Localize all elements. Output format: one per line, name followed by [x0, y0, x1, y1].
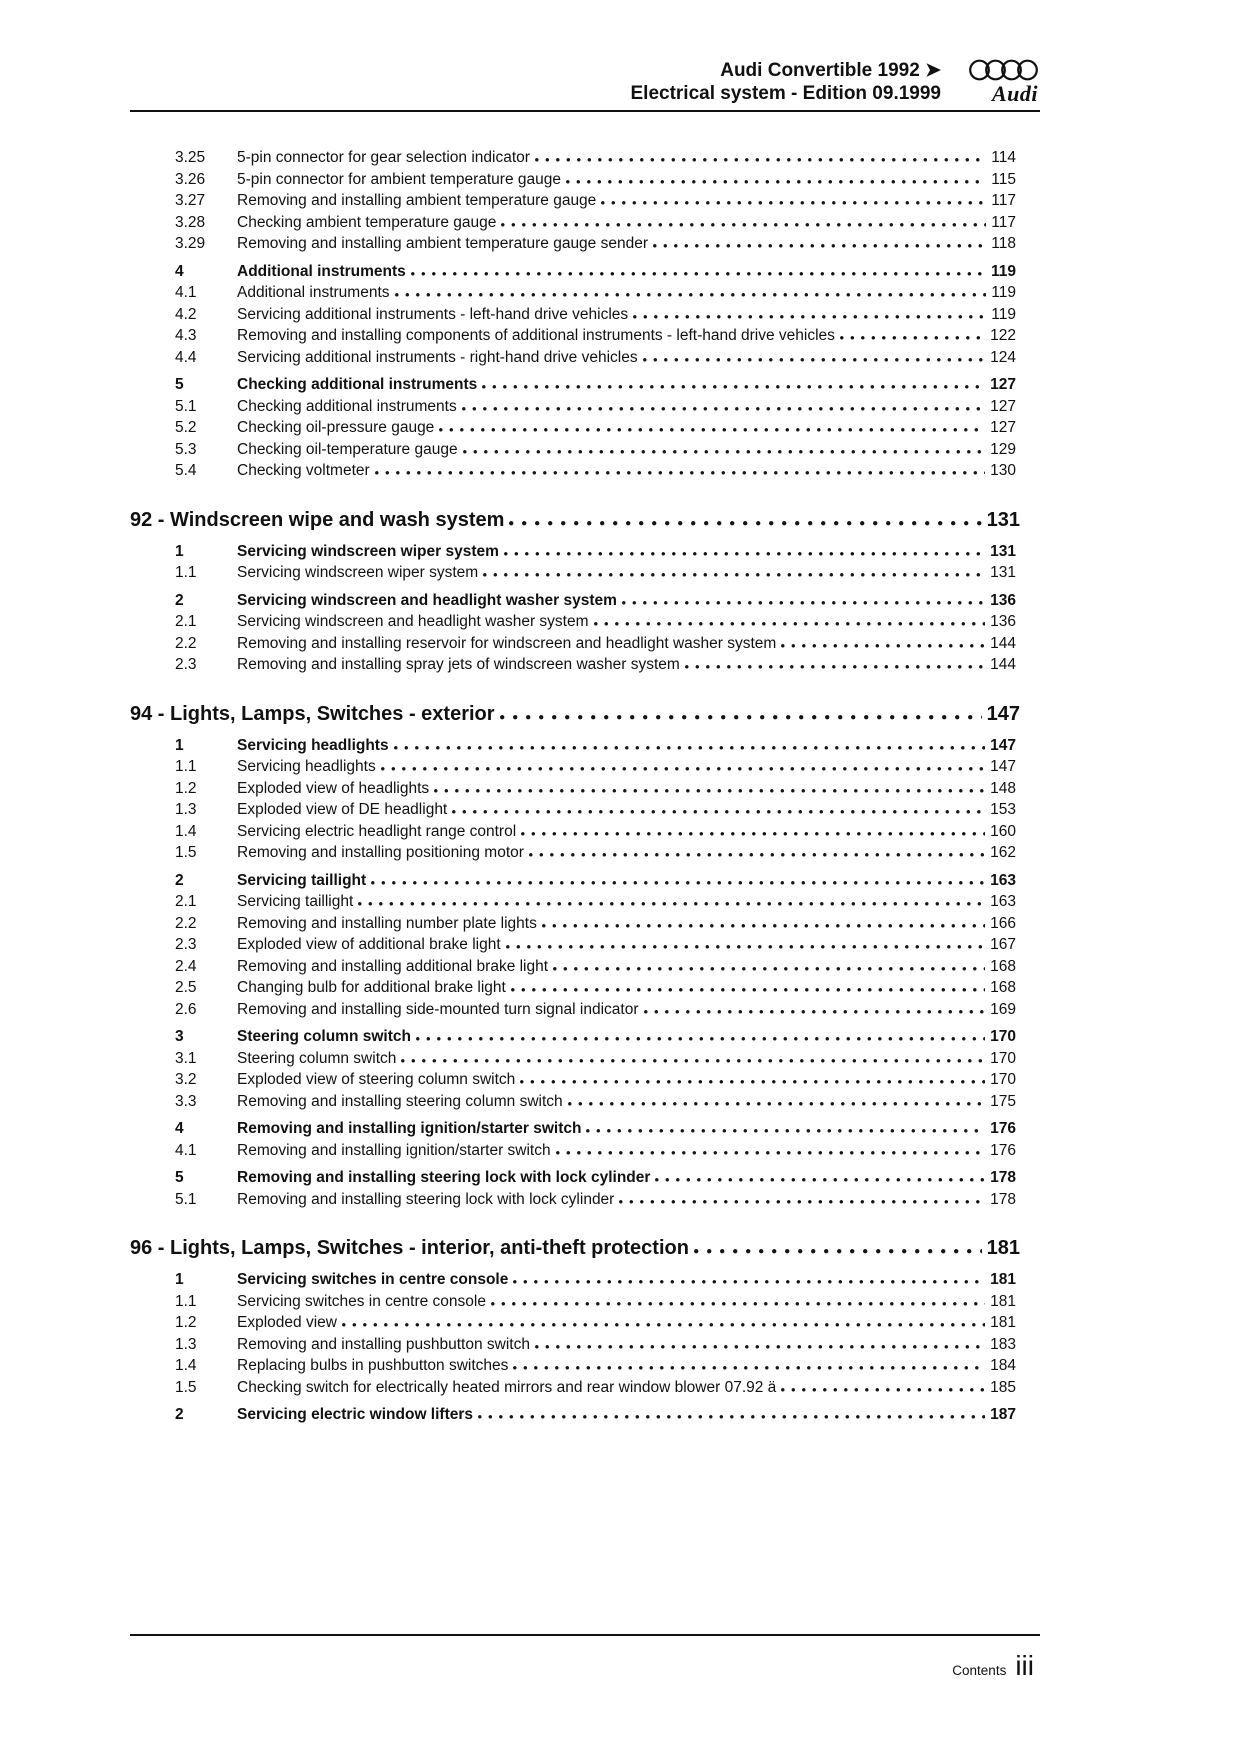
- dot-leader: [594, 622, 986, 626]
- toc-group: [130, 1234, 1040, 1426]
- toc-row: [130, 735, 1040, 757]
- item-title: Exploded view of additional brake light: [237, 936, 501, 953]
- item-title: Removing and installing additional brake light: [237, 957, 549, 975]
- item-number: 3.27: [175, 192, 206, 209]
- dot-leader: [529, 853, 985, 857]
- toc-row: [130, 562, 1040, 584]
- item-number: 3.1: [175, 1049, 197, 1067]
- item-title: Servicing electric headlight range control: [237, 822, 517, 840]
- item-number: 4: [175, 262, 184, 280]
- dot-leader: [619, 1200, 985, 1204]
- toc-row: [130, 374, 1040, 396]
- item-number: 3.28: [175, 213, 206, 231]
- item-title: Removing and installing components of additional instruments - left-hand drive vehicles: [237, 327, 835, 344]
- item-number: 3.25: [175, 149, 206, 166]
- item-page: 130: [990, 462, 1016, 479]
- item-page: 181: [990, 1314, 1016, 1331]
- toc-row: [130, 212, 1040, 234]
- dot-leader: [483, 573, 985, 577]
- item-title: Servicing additional instruments - right-hand drive vehicles: [237, 348, 638, 366]
- toc-row: [130, 611, 1040, 633]
- dot-leader: [395, 293, 987, 297]
- item-page: 136: [990, 591, 1016, 609]
- item-number: 1.4: [175, 822, 197, 840]
- dot-leader: [375, 471, 985, 475]
- dot-leader: [556, 1151, 986, 1155]
- dot-leader: [586, 1129, 985, 1133]
- page-header: [130, 58, 1040, 112]
- item-title: Removing and installing ambient temperature gauge sender: [237, 235, 648, 252]
- toc-group: [130, 147, 1040, 482]
- item-title: Changing bulb for additional brake light: [237, 979, 506, 996]
- item-number: 2.4: [175, 957, 197, 975]
- footer-text: [130, 1652, 1040, 1680]
- dot-leader: [342, 1323, 985, 1327]
- toc-row: [130, 261, 1040, 283]
- item-page: 163: [990, 893, 1016, 910]
- item-number: 2: [175, 871, 184, 889]
- item-page: 127: [990, 376, 1016, 393]
- dot-leader: [434, 789, 985, 793]
- item-title: Additional instruments: [237, 262, 406, 280]
- dot-leader: [840, 336, 985, 340]
- item-number: 1.2: [175, 779, 197, 797]
- toc-row: [130, 633, 1040, 655]
- item-title: Servicing taillight: [237, 893, 354, 910]
- item-number: 2.1: [175, 613, 197, 630]
- dot-leader: [511, 988, 985, 992]
- item-number: 2: [175, 591, 184, 609]
- dot-leader: [653, 244, 986, 248]
- item-number: 3: [175, 1028, 184, 1045]
- item-number: 5.3: [175, 440, 197, 458]
- dot-leader: [452, 810, 985, 814]
- item-page: 178: [990, 1190, 1016, 1208]
- header-model-text: Audi Convertible 1992 ➤: [720, 59, 941, 81]
- dot-leader: [520, 1080, 985, 1084]
- item-title: Servicing headlights: [237, 758, 376, 775]
- item-page: 160: [990, 822, 1016, 840]
- item-page: 176: [990, 1141, 1016, 1159]
- item-number: 3.3: [175, 1092, 197, 1110]
- toc-group: [130, 506, 1040, 676]
- dot-leader: [535, 1345, 985, 1349]
- dot-leader: [506, 945, 985, 949]
- item-title: Checking oil-temperature gauge: [237, 440, 458, 458]
- toc-row: [130, 654, 1040, 676]
- item-page: 168: [990, 979, 1016, 996]
- item-page: 144: [990, 634, 1016, 652]
- item-title: 5-pin connector for ambient temperature gauge: [237, 170, 561, 188]
- item-title: Removing and installing side-mounted turn signal indicator: [237, 1000, 639, 1018]
- item-number: 3.29: [175, 235, 206, 252]
- dot-leader: [643, 358, 986, 362]
- item-title: Checking voltmeter: [237, 462, 370, 479]
- item-number: 2.3: [175, 936, 197, 953]
- item-number: 4.1: [175, 1141, 197, 1159]
- toc-row: [130, 1269, 1040, 1291]
- toc-row: [130, 169, 1040, 191]
- item-title: Servicing additional instruments - left-hand drive vehicles: [237, 305, 629, 323]
- dot-leader: [601, 201, 986, 205]
- item-page: 114: [991, 149, 1016, 166]
- item-title: Checking oil-pressure gauge: [237, 419, 435, 436]
- dot-leader: [371, 881, 985, 885]
- toc-row: [130, 282, 1040, 304]
- item-title: Checking additional instruments: [237, 397, 457, 415]
- item-page: 148: [990, 779, 1016, 797]
- item-page: 117: [991, 192, 1016, 209]
- toc-row: [130, 1069, 1040, 1091]
- item-page: 170: [990, 1071, 1016, 1088]
- item-page: 131: [990, 542, 1016, 560]
- item-page: 163: [990, 871, 1016, 889]
- item-title: Servicing headlights: [237, 736, 389, 754]
- item-title: Servicing switches in centre console: [237, 1271, 509, 1288]
- toc-row: [130, 1312, 1040, 1334]
- chapter-row: [130, 700, 1040, 728]
- item-page: 178: [990, 1169, 1016, 1186]
- item-number: 2.6: [175, 1000, 197, 1018]
- item-number: 3.2: [175, 1071, 197, 1088]
- dot-leader: [381, 767, 985, 771]
- item-title: Servicing windscreen wiper system: [237, 542, 499, 560]
- item-number: 4.2: [175, 305, 197, 323]
- item-number: 1.1: [175, 758, 197, 775]
- dot-leader: [501, 223, 986, 227]
- item-title: Removing and installing spray jets of windscreen washer system: [237, 656, 680, 673]
- item-title: Removing and installing steering lock with lock cylinder: [237, 1169, 651, 1186]
- item-title: Removing and installing ignition/starter switch: [237, 1120, 582, 1137]
- header-row-edition: [130, 81, 1040, 104]
- item-page: 147: [990, 736, 1016, 754]
- item-title: Steering column switch: [237, 1028, 411, 1045]
- toc-row: [130, 1140, 1040, 1162]
- chapter-row: [130, 1234, 1040, 1262]
- chapter-title: 94 - Lights, Lamps, Switches - exterior: [130, 702, 495, 725]
- item-page: 170: [990, 1049, 1016, 1067]
- item-page: 170: [990, 1028, 1016, 1045]
- dot-leader: [535, 158, 986, 162]
- toc-items: [130, 147, 1040, 482]
- toc-row: [130, 233, 1040, 255]
- item-number: 4.3: [175, 327, 197, 344]
- footer-page-number: iii: [1015, 1650, 1034, 1681]
- item-number: 5.2: [175, 419, 197, 436]
- item-page: 167: [990, 936, 1016, 953]
- item-number: 1.1: [175, 1292, 197, 1310]
- item-page: 166: [990, 914, 1016, 932]
- page-footer: [130, 1634, 1040, 1680]
- toc-row: [130, 304, 1040, 326]
- toc-row: [130, 439, 1040, 461]
- dot-leader: [566, 180, 986, 184]
- item-title: 5-pin connector for gear selection indicator: [237, 149, 530, 166]
- toc-items: [130, 541, 1040, 676]
- toc-row: [130, 913, 1040, 935]
- chapter-row: [130, 506, 1040, 534]
- item-page: 119: [991, 305, 1016, 323]
- footer-contents-label: Contents: [952, 1663, 1007, 1678]
- toc-row: [130, 999, 1040, 1021]
- item-page: 153: [990, 801, 1016, 818]
- header-row-model: [130, 58, 1040, 81]
- toc-row: [130, 147, 1040, 169]
- toc-row: [130, 347, 1040, 369]
- dot-leader: [781, 644, 985, 648]
- item-title: Removing and installing reservoir for windscreen and headlight washer system: [237, 634, 777, 652]
- item-page: 124: [990, 348, 1016, 366]
- item-number: 2.5: [175, 979, 197, 996]
- dot-leader: [411, 272, 986, 276]
- dot-leader: [513, 1366, 985, 1370]
- item-title: Servicing windscreen and headlight washer system: [237, 591, 617, 609]
- item-page: 176: [990, 1120, 1016, 1137]
- item-number: 5.4: [175, 462, 197, 479]
- dot-leader: [478, 1415, 985, 1419]
- item-number: 4.4: [175, 348, 197, 366]
- dot-leader: [401, 1059, 985, 1063]
- item-number: 2.1: [175, 893, 197, 910]
- dot-leader: [542, 924, 985, 928]
- item-number: 1: [175, 542, 184, 560]
- toc-row: [130, 870, 1040, 892]
- item-title: Removing and installing steering lock with lock cylinder: [237, 1190, 615, 1208]
- toc-row: [130, 541, 1040, 563]
- toc-groups: [130, 147, 1040, 1426]
- item-number: 4: [175, 1120, 184, 1137]
- dot-leader: [462, 407, 985, 411]
- footer-rule: [130, 1634, 1040, 1636]
- toc-row: [130, 934, 1040, 956]
- chapter-page: 131: [986, 508, 1020, 531]
- dot-leader: [509, 521, 981, 526]
- item-page: 122: [990, 327, 1016, 344]
- audi-wordmark: Audi: [991, 81, 1038, 106]
- item-title: Replacing bulbs in pushbutton switches: [237, 1357, 509, 1374]
- chapter-page: 181: [986, 1237, 1020, 1259]
- item-page: 187: [990, 1406, 1016, 1423]
- item-title: Removing and installing ignition/starter switch: [237, 1141, 551, 1159]
- item-title: Removing and installing ambient temperature gauge: [237, 192, 597, 209]
- item-title: Removing and installing number plate lights: [237, 914, 537, 932]
- item-page: 127: [990, 419, 1016, 436]
- dot-leader: [513, 1280, 985, 1284]
- item-number: 5.1: [175, 1190, 197, 1208]
- item-title: Checking additional instruments: [237, 376, 478, 393]
- dot-leader: [504, 552, 985, 556]
- item-number: 3.26: [175, 170, 206, 188]
- item-page: 131: [990, 564, 1016, 581]
- dot-leader: [568, 1102, 985, 1106]
- item-number: 1.4: [175, 1357, 197, 1374]
- dot-leader: [694, 1249, 982, 1254]
- dot-leader: [521, 832, 985, 836]
- toc-row: [130, 1118, 1040, 1140]
- dot-leader: [781, 1388, 985, 1392]
- dot-leader: [685, 665, 985, 669]
- item-page: 185: [990, 1378, 1016, 1396]
- item-page: 181: [990, 1292, 1016, 1310]
- item-number: 5: [175, 376, 184, 393]
- item-page: 118: [991, 235, 1016, 252]
- toc-row: [130, 1091, 1040, 1113]
- toc-row: [130, 590, 1040, 612]
- item-page: 136: [990, 613, 1016, 630]
- chapter-title: 92 - Windscreen wipe and wash system: [130, 508, 505, 531]
- item-number: 2.3: [175, 656, 197, 673]
- item-page: 115: [991, 170, 1016, 188]
- toc-row: [130, 821, 1040, 843]
- item-page: 127: [990, 397, 1016, 415]
- item-title: Servicing windscreen and headlight washer system: [237, 613, 589, 630]
- item-number: 1.2: [175, 1314, 197, 1331]
- item-title: Checking ambient temperature gauge: [237, 213, 497, 231]
- item-number: 2.2: [175, 914, 197, 932]
- item-title: Servicing electric window lifters: [237, 1406, 474, 1423]
- item-page: 183: [990, 1335, 1016, 1353]
- item-title: Additional instruments: [237, 284, 390, 301]
- dot-leader: [358, 902, 985, 906]
- chapter-page: 147: [986, 702, 1020, 725]
- toc-group: [130, 700, 1040, 1211]
- item-title: Exploded view: [237, 1314, 337, 1331]
- toc-row: [130, 1404, 1040, 1426]
- item-title: Exploded view of headlights: [237, 779, 430, 797]
- item-page: 117: [991, 213, 1016, 231]
- item-title: Exploded view of steering column switch: [237, 1071, 516, 1088]
- dot-leader: [553, 967, 985, 971]
- item-page: 129: [990, 440, 1016, 458]
- header-edition-text: Electrical system - Edition 09.1999: [630, 83, 941, 104]
- dot-leader: [500, 715, 982, 720]
- item-number: 1: [175, 1271, 184, 1288]
- item-title: Checking switch for electrically heated mirrors and rear window blower 07.92 ä: [237, 1378, 777, 1396]
- item-number: 2.2: [175, 634, 197, 652]
- item-page: 147: [990, 758, 1016, 775]
- item-number: 5.1: [175, 397, 197, 415]
- item-page: 119: [991, 284, 1016, 301]
- item-number: 5: [175, 1169, 184, 1186]
- item-page: 119: [990, 262, 1016, 280]
- chapter-title: 96 - Lights, Lamps, Switches - interior, anti-theft protection: [130, 1237, 689, 1259]
- item-page: 184: [990, 1357, 1016, 1374]
- dot-leader: [439, 428, 985, 432]
- item-title: Removing and installing steering column switch: [237, 1092, 563, 1110]
- item-page: 162: [990, 844, 1016, 861]
- item-number: 1.5: [175, 1378, 197, 1396]
- toc-row: [130, 417, 1040, 439]
- toc-row: [130, 1355, 1040, 1377]
- toc-row: [130, 1334, 1040, 1356]
- toc-row: [130, 977, 1040, 999]
- toc-row: [130, 1291, 1040, 1313]
- item-title: Steering column switch: [237, 1049, 397, 1067]
- dot-leader: [394, 746, 986, 750]
- audi-rings-icon: [954, 58, 1040, 82]
- item-page: 175: [990, 1092, 1016, 1110]
- item-number: 1: [175, 736, 184, 754]
- item-number: 1.5: [175, 844, 197, 861]
- item-number: 1.3: [175, 1335, 197, 1353]
- dot-leader: [622, 601, 985, 605]
- dot-leader: [644, 1010, 986, 1014]
- item-title: Servicing windscreen wiper system: [237, 564, 479, 581]
- item-page: 181: [990, 1271, 1016, 1288]
- dot-leader: [491, 1302, 985, 1306]
- toc-row: [130, 396, 1040, 418]
- toc-row: [130, 1026, 1040, 1048]
- item-title: Servicing switches in centre console: [237, 1292, 486, 1310]
- item-page: 168: [990, 957, 1016, 975]
- toc-row: [130, 1377, 1040, 1399]
- toc-items: [130, 735, 1040, 1211]
- toc-row: [130, 956, 1040, 978]
- item-title: Servicing taillight: [237, 871, 367, 889]
- dot-leader: [416, 1037, 985, 1041]
- item-number: 1.1: [175, 564, 197, 581]
- item-title: Removing and installing positioning motor: [237, 844, 524, 861]
- toc-row: [130, 190, 1040, 212]
- toc-row: [130, 799, 1040, 821]
- item-title: Exploded view of DE headlight: [237, 801, 448, 818]
- item-number: 4.1: [175, 284, 197, 301]
- toc-row: [130, 891, 1040, 913]
- toc-row: [130, 756, 1040, 778]
- item-number: 2: [175, 1406, 184, 1423]
- toc-row: [130, 460, 1040, 482]
- dot-leader: [655, 1178, 985, 1182]
- toc-row: [130, 1048, 1040, 1070]
- dot-leader: [463, 450, 986, 454]
- item-title: Removing and installing pushbutton switch: [237, 1335, 530, 1353]
- item-page: 169: [990, 1000, 1016, 1018]
- toc-row: [130, 1189, 1040, 1211]
- toc-row: [130, 778, 1040, 800]
- item-page: 144: [990, 656, 1016, 673]
- toc-row: [130, 1167, 1040, 1189]
- toc-items: [130, 1269, 1040, 1426]
- toc-row: [130, 842, 1040, 864]
- dot-leader: [633, 315, 986, 319]
- item-number: 1.3: [175, 801, 197, 818]
- dot-leader: [482, 385, 985, 389]
- toc-row: [130, 325, 1040, 347]
